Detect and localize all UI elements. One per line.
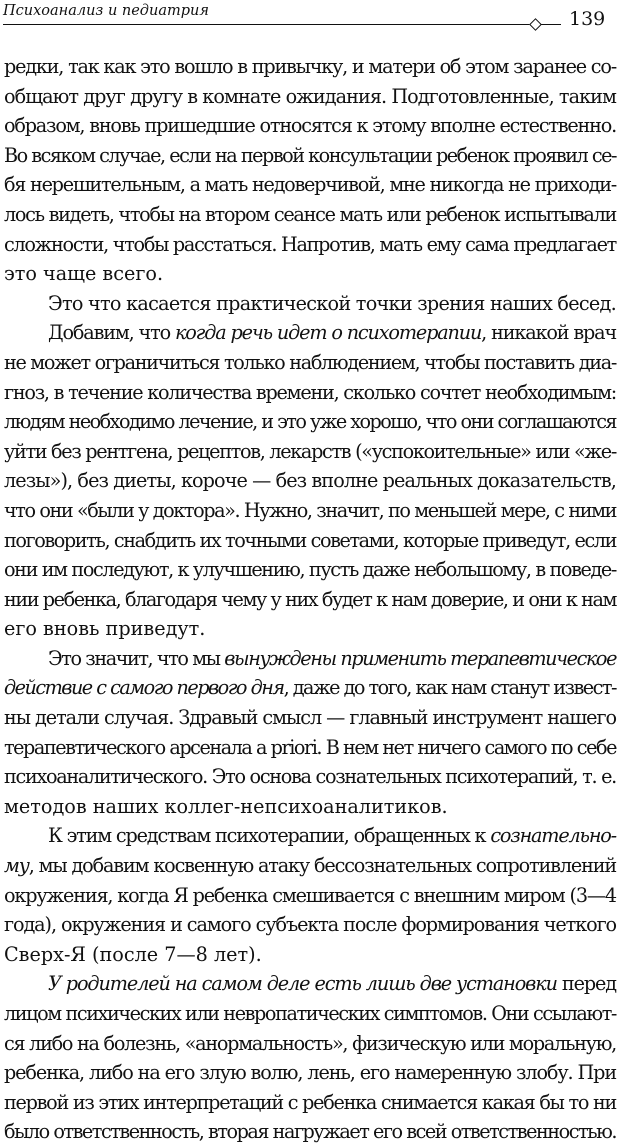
text-line xyxy=(4,910,616,940)
text-run: , мы добавим косвенную атаку бессознательных сопротивлений xyxy=(28,854,617,878)
text-line xyxy=(4,762,616,792)
text-run: людям необходимо лечение, и это уже хорошо, что они соглашаются xyxy=(4,410,616,434)
text-run: не может ограничиться только наблюдением, чтобы поставить диа- xyxy=(4,350,616,374)
text-run: , никакой врач xyxy=(481,321,617,345)
text-run: нии ребенка, благодаря чему у них будет к нам доверие, и они к нам xyxy=(4,587,616,611)
text-line xyxy=(4,555,616,585)
text-run: Это значит, что мы xyxy=(48,646,225,670)
text-line xyxy=(4,614,616,644)
text-line xyxy=(4,851,616,881)
text-run: сложности, чтобы расстаться. Напротив, мать ему сама предлагает xyxy=(4,232,616,256)
text-line xyxy=(4,1058,616,1088)
text-run: , даже до того, как нам станут извест- xyxy=(283,676,616,700)
text-line xyxy=(4,259,616,289)
text-line xyxy=(4,644,616,674)
text-run: года), окружения и самого субъекта после формирования четкого xyxy=(4,913,617,937)
diamond-ornament-icon xyxy=(529,18,542,31)
page-header xyxy=(0,0,620,40)
text-run: методов наших коллег-непсихоаналитиков. xyxy=(4,794,448,818)
text-run: это чаще всего. xyxy=(4,262,164,286)
text-line xyxy=(4,585,616,615)
text-run: ребенка, либо на его злую волю, лень, его намеренную злобу. При xyxy=(4,1061,617,1085)
text-run: психоаналитического. Это основа сознательных психотерапий, т. е. xyxy=(4,765,616,789)
text-run: что они «были у доктора». Нужно, значит, по меньшей мере, с ними xyxy=(4,498,617,522)
text-line xyxy=(4,289,616,319)
text-line xyxy=(4,673,616,703)
text-run: Во всяком случае, если на первой консультации ребенок проявил се- xyxy=(4,143,617,167)
text-run: было ответственность, вторая нагружает его всей ответственностью. xyxy=(4,1120,616,1144)
italic-text: У родителей на самом деле есть лишь две установки xyxy=(48,972,557,996)
text-line xyxy=(4,200,616,230)
text-run: окружения, когда Я ребенка смешивается с внешним миром (3—4 xyxy=(4,883,616,907)
text-run: образом, вновь пришедшие относятся к этому вполне естественно. xyxy=(4,114,617,138)
text-line xyxy=(4,821,616,851)
text-line xyxy=(4,82,616,112)
text-run: терапевтического арсенала a priori. В нем нет ничего самого по себе xyxy=(4,735,616,759)
italic-text: вынуждены применить терапевтическое xyxy=(224,646,617,670)
header-rule xyxy=(3,24,533,25)
text-line xyxy=(4,526,616,556)
text-run: лось видеть, чтобы на втором сеансе мать или ребенок испытывали xyxy=(4,202,617,226)
text-run: лицом психических или невропатических симптомов. Они ссылают- xyxy=(4,1002,616,1025)
text-run: бя нерешительным, а мать недоверчивой, мне никогда не приходи- xyxy=(4,173,616,197)
text-run: К этим средствам психотерапии, обращенных к xyxy=(48,824,491,848)
text-line xyxy=(4,881,616,911)
text-line xyxy=(4,170,616,200)
text-line xyxy=(4,940,616,970)
italic-text: действие с самого первого дня xyxy=(4,676,284,700)
text-run: перед xyxy=(556,972,616,996)
text-run: ны детали случая. Здравый смысл — главный инструмент нашего xyxy=(4,706,616,730)
italic-text: му xyxy=(4,854,29,878)
text-line xyxy=(4,52,616,82)
text-line xyxy=(4,1117,616,1147)
italic-text: когда речь идет о психотерапии xyxy=(174,321,482,345)
text-line xyxy=(4,999,616,1029)
text-run: его вновь приведут. xyxy=(4,617,206,641)
text-line xyxy=(4,969,616,999)
body-text xyxy=(4,52,616,1147)
text-run: Это что касается практической точки зрения наших бесед. xyxy=(48,291,616,315)
text-run: редки, так как это вошло в привычку, и матери об этом заранее со- xyxy=(4,55,617,78)
text-line xyxy=(4,733,616,763)
text-run: поговорить, снабдить их точными советами, которые приведут, если xyxy=(4,528,616,552)
text-run: лезы»), без диеты, короче — без вполне реальных доказательств, xyxy=(4,469,616,493)
text-line xyxy=(4,1088,616,1118)
text-run: Добавим, что xyxy=(48,321,175,345)
text-line xyxy=(4,141,616,171)
text-line xyxy=(4,230,616,260)
text-line xyxy=(4,792,616,822)
header-rule-end xyxy=(541,24,561,25)
text-run: они им последуют, к улучшению, пусть даже небольшому, в поведе- xyxy=(4,558,616,582)
text-run: ся либо на болезнь, «анормальность», физическую или моральную, xyxy=(4,1031,616,1055)
page-number: 139 xyxy=(569,8,606,30)
text-line xyxy=(4,437,616,467)
text-line xyxy=(4,378,616,408)
text-run: Сверх-Я (после 7—8 лет). xyxy=(4,942,262,966)
text-line xyxy=(4,348,616,378)
italic-text: сознательно- xyxy=(490,824,617,848)
text-line xyxy=(4,1029,616,1059)
text-run: уйти без рентгена, рецептов, лекарств («успокоительные» или «же- xyxy=(4,439,616,463)
text-line xyxy=(4,466,616,496)
text-line xyxy=(4,407,616,437)
text-line xyxy=(4,703,616,733)
text-run: общают друг другу в комнате ожидания. Подготовленные, таким xyxy=(4,84,616,108)
text-line xyxy=(4,111,616,141)
text-run: гноз, в течение количества времени, сколько сочтет необходимым: xyxy=(4,380,616,404)
running-title: Психоанализ и педиатрия xyxy=(3,3,209,19)
text-line xyxy=(4,318,616,348)
text-run: первой из этих интерпретаций с ребенка снимается какая бы то ни xyxy=(4,1090,616,1114)
text-line xyxy=(4,496,616,526)
